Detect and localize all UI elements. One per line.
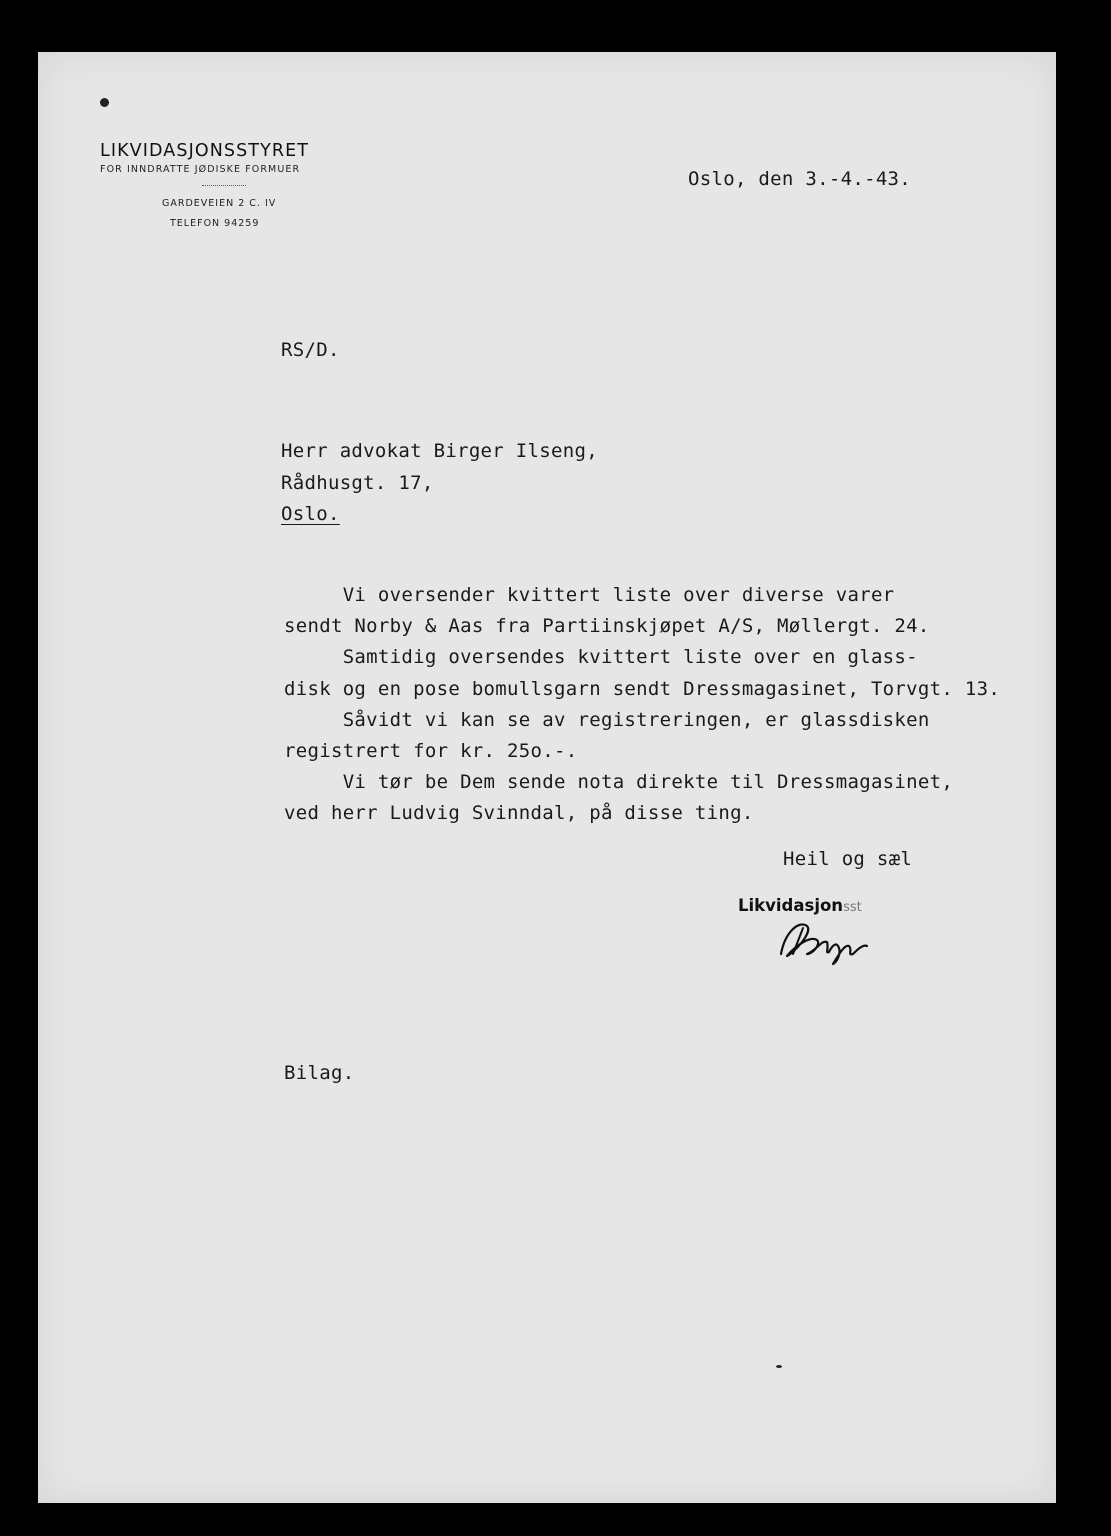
body-line: disk og en pose bomullsgarn sendt Dressmagasinet, Torvgt. 13. bbox=[284, 677, 1001, 700]
ink-speck bbox=[776, 1365, 782, 1368]
letter-body bbox=[284, 580, 1000, 830]
body-line: Samtidig oversendes kvittert liste over en glass- bbox=[284, 646, 918, 669]
closing-greeting: Heil og sæl bbox=[783, 848, 913, 870]
stamp-text-faded: sst bbox=[843, 900, 862, 915]
handwritten-signature bbox=[773, 914, 873, 966]
body-line: Vi oversender kvittert liste over diverse varer bbox=[284, 584, 895, 606]
body-line: sendt Norby & Aas fra Partiinskjøpet A/S, Møllergt. 24. bbox=[284, 615, 930, 638]
letterhead-telephone: TELEFON 94259 bbox=[170, 218, 260, 229]
organization-stamp bbox=[738, 896, 862, 915]
enclosure-note: Bilag. bbox=[284, 1062, 355, 1084]
body-line: Vi tør be Dem sende nota direkte til Dressmagasinet, bbox=[284, 771, 954, 794]
letterhead-divider bbox=[202, 185, 246, 186]
recipient-city: Oslo. bbox=[281, 503, 340, 525]
letterhead-subtitle: FOR INNDRATTE JØDISKE FORMUER bbox=[100, 164, 301, 175]
date-line: Oslo, den 3.-4.-43. bbox=[688, 168, 912, 190]
letter-page bbox=[38, 52, 1056, 1503]
recipient-street: Rådhusgt. 17, bbox=[281, 472, 434, 494]
body-line: Såvidt vi kan se av registreringen, er glassdisken bbox=[284, 708, 930, 731]
ink-speck bbox=[100, 98, 109, 107]
stamp-text: Likvidasjon bbox=[738, 896, 844, 915]
body-line: registrert for kr. 25o.-. bbox=[284, 740, 578, 763]
letterhead-address: GARDEVEIEN 2 C. IV bbox=[162, 198, 277, 209]
body-line: ved herr Ludvig Svinndal, på disse ting. bbox=[284, 802, 754, 825]
recipient-name: Herr advokat Birger Ilseng, bbox=[281, 440, 598, 462]
reference-code: RS/D. bbox=[281, 339, 340, 361]
letterhead-organization: LIKVIDASJONSSTYRET bbox=[100, 141, 310, 161]
